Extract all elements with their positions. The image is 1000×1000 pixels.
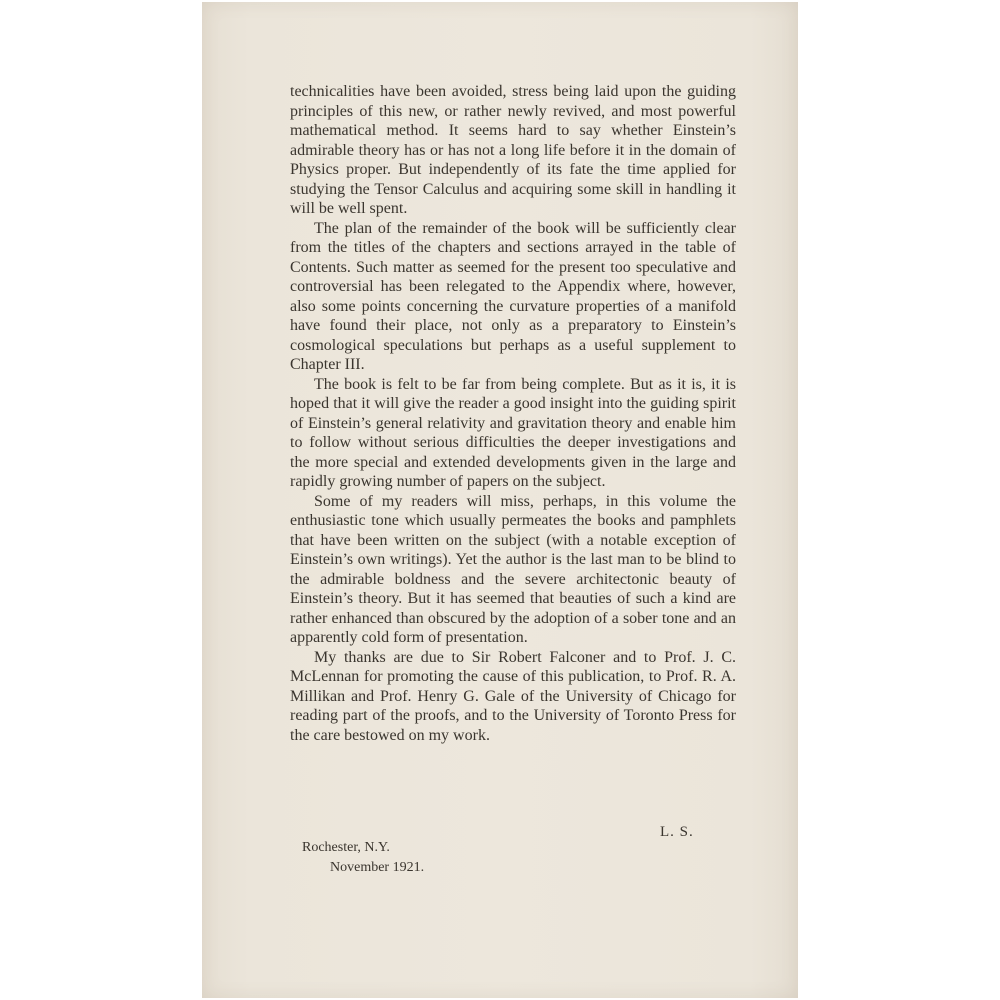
date-line: November 1921. [330,860,425,875]
paragraph-3: The book is felt to be far from being complete. But as it is, it is hoped that it will give the reader a good insight into the guiding spirit of Einstein’s general relativity and gravitation theory and enable him to follow without serious difficulties the deeper investigations and the more special and extended developments given in the large and rapidly growing number of papers on the subject. [290,375,736,490]
place-line: Rochester, N.Y. [302,840,390,855]
place-and-date [302,838,424,878]
paragraph-5: My thanks are due to Sir Robert Falconer and to Prof. J. C. McLennan for promoting the cause of this publication, to Prof. R. A. Millikan and Prof. Henry G. Gale of the University of Chicago for reading part of the proofs, and to the University of Toronto Press for the care bestowed on my work. [290,648,736,744]
book-page [202,2,798,998]
author-initials: L. S. [660,824,694,840]
paragraph-1: technicalities have been avoided, stress being laid upon the guiding principles of this new, or rather newly revived, and most powerful mathematical method. It seems hard to say whether Einstein’s admirable theory has or has not a long life before it in the domain of Physics proper. But independently of its fate the time applied for studying the Tensor Calculus and acquiring some skill in handling it will be well spent. [290,83,736,217]
preface-text [290,82,736,745]
paragraph-2: The plan of the remainder of the book will be sufficiently clear from the titles of the chapters and sections arrayed in the table of Contents. Such matter as seemed for the present too speculative and controversial has been relegated to the Appendix where, however, also some points concerning the curvature properties of a manifold have found their place, not only as a preparatory to Einstein’s cosmological speculations but perhaps as a useful supplement to Chapter III. [290,219,736,373]
paragraph-4: Some of my readers will miss, perhaps, in this volume the enthusiastic tone which usually permeates the books and pamphlets that have been written on the subject (with a notable exception of Einstein’s own writings). Yet the author is the last man to be blind to the admirable boldness and the severe architectonic beauty of Einstein’s theory. But it has seemed that beauties of such a kind are rather enhanced than obscured by the adoption of a sober tone and an apparently cold form of presentation. [290,492,736,646]
